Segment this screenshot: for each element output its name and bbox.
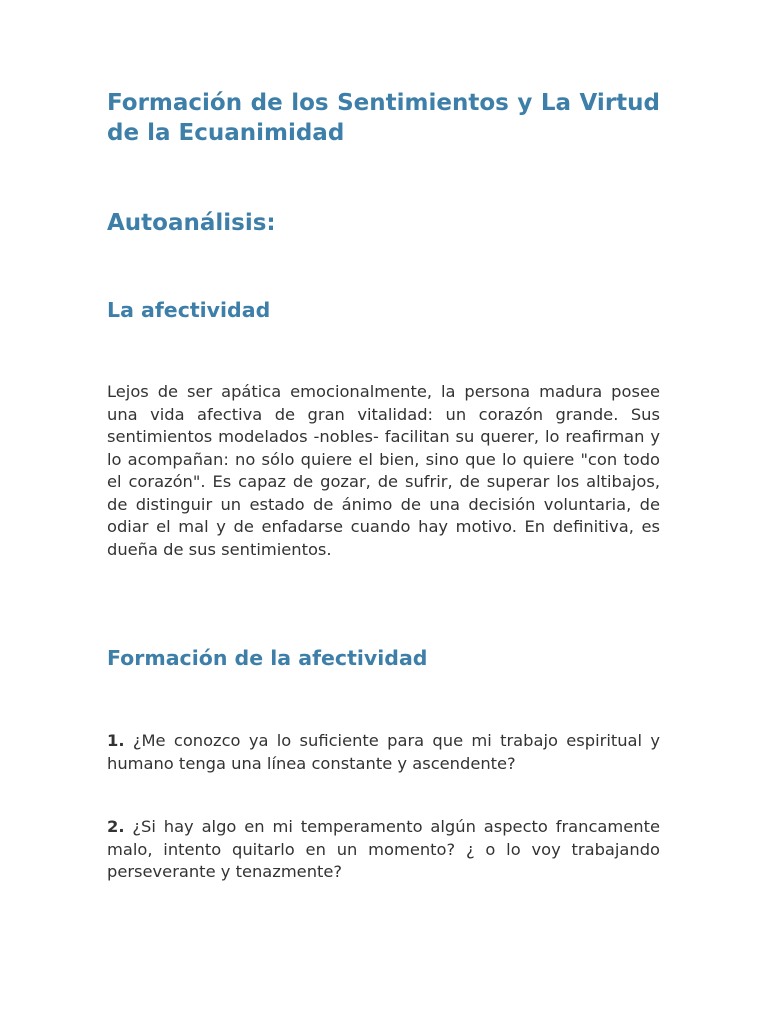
- question-number: 2.: [107, 817, 125, 836]
- question-item: [107, 816, 660, 884]
- paragraph-afectividad: Lejos de ser apática emocionalmente, la persona madura posee una vida afectiva de gran vitalidad: un corazón grande. Sus sentimientos modelados -nobles- facilitan su querer, lo reafirman y lo acompañan: no sólo quiere el bien, sino que lo quiere "con todo el corazón". Es capaz de gozar, de sufrir, de superar los altibajos, de distinguir un estado de ánimo de una decisión voluntaria, de odiar el mal y de enfadarse cuando hay motivo. En definitiva, es dueña de sus sentimientos.: [107, 382, 660, 559]
- question-text: ¿Me conozco ya lo suficiente para que mi trabajo espiritual y humano tenga una línea constante y ascendente?: [107, 731, 660, 773]
- document-title: Formación de los Sentimientos y La Virtud de la Ecuanimidad: [107, 90, 660, 146]
- heading-formacion-afectividad: Formación de la afectividad: [107, 646, 428, 670]
- question-number: 1.: [107, 731, 125, 750]
- question-item: [107, 730, 660, 775]
- question-text: ¿Si hay algo en mi temperamento algún aspecto francamente malo, intento quitarlo en un momento? ¿ o lo voy trabajando perseverante y tenazmente?: [107, 817, 660, 881]
- heading-afectividad: La afectividad: [107, 298, 271, 322]
- heading-autoanalisis: Autoanálisis:: [107, 210, 276, 236]
